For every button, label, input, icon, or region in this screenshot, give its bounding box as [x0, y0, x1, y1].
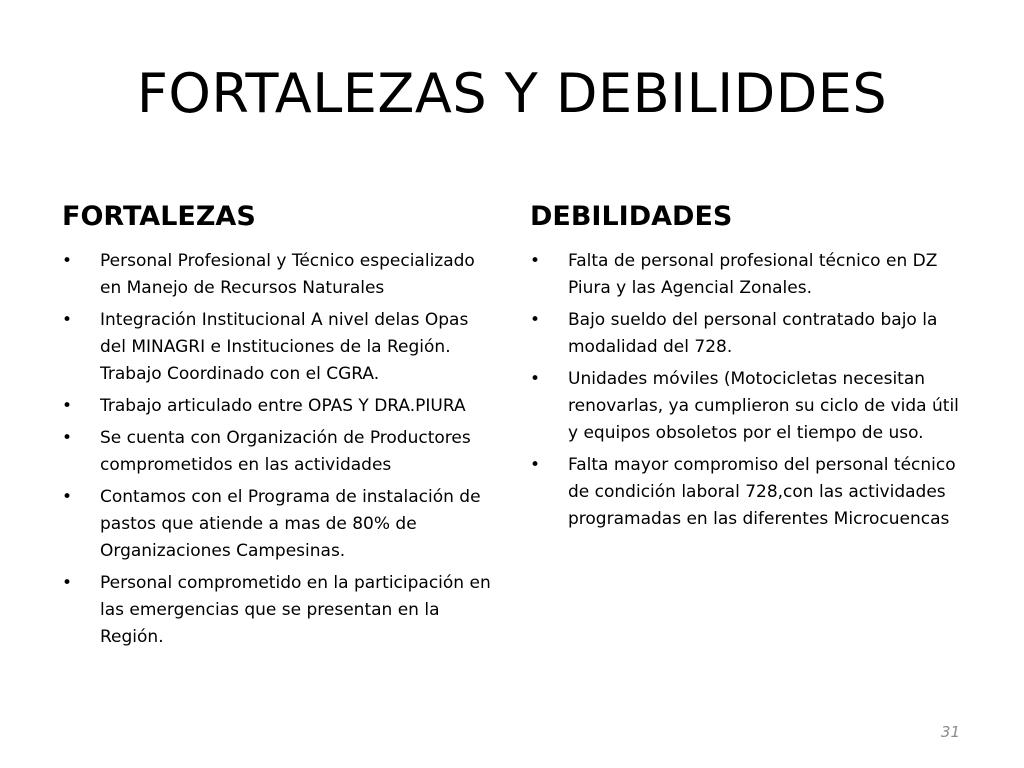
slide-title: FORTALEZAS Y DEBILIDDES	[136, 62, 888, 125]
bullet-icon: •	[530, 310, 541, 330]
list-item-text: Se cuenta con Organización de Productores comprometidos en las actividades	[100, 428, 471, 475]
list-item-text: Falta de personal profesional técnico en DZ Piura y las Agencial Zonales.	[568, 251, 938, 298]
list-item	[62, 425, 492, 479]
debilidades-list	[530, 248, 970, 533]
debilidades-column	[530, 200, 970, 538]
bullet-icon: •	[530, 455, 541, 475]
bullet-icon: •	[530, 251, 541, 271]
list-item-text: Unidades móviles (Motocicletas necesitan renovarlas, ya cumplieron su ciclo de vida útil y equipos obsoletos por el tiempo de uso.	[568, 369, 959, 443]
list-item	[62, 307, 492, 388]
bullet-icon: •	[62, 487, 73, 507]
page-number: 31	[940, 723, 960, 741]
bullet-icon: •	[62, 251, 73, 271]
bullet-icon: •	[530, 369, 541, 389]
list-item-text: Integración Institucional A nivel delas Opas del MINAGRI e Instituciones de la Región. Trabajo Coordinado con el CGRA.	[100, 310, 469, 384]
fortalezas-column	[62, 200, 492, 656]
bullet-icon: •	[62, 573, 73, 593]
debilidades-heading: DEBILIDADES	[530, 201, 733, 232]
list-item	[62, 484, 492, 565]
bullet-icon: •	[62, 310, 73, 330]
list-item-text: Personal Profesional y Técnico especializado en Manejo de Recursos Naturales	[100, 251, 475, 298]
list-item-text: Bajo sueldo del personal contratado bajo la modalidad del 728.	[568, 310, 938, 357]
list-item	[62, 570, 492, 651]
list-item	[62, 248, 492, 302]
list-item-text: Trabajo articulado entre OPAS Y DRA.PIURA	[100, 396, 466, 416]
list-item	[62, 393, 492, 420]
list-item	[530, 307, 970, 361]
list-item-text: Falta mayor compromiso del personal técnico de condición laboral 728,con las actividades programadas en las diferentes Microcuencas	[568, 455, 956, 529]
fortalezas-heading: FORTALEZAS	[62, 201, 256, 232]
bullet-icon: •	[62, 428, 73, 448]
list-item	[530, 452, 970, 533]
fortalezas-list	[62, 248, 492, 651]
list-item-text: Contamos con el Programa de instalación de pastos que atiende a mas de 80% de Organizaciones Campesinas.	[100, 487, 481, 561]
list-item-text: Personal comprometido en la participación en las emergencias que se presentan en la Región.	[100, 573, 491, 647]
list-item	[530, 248, 970, 302]
bullet-icon: •	[62, 396, 73, 416]
list-item	[530, 366, 970, 447]
